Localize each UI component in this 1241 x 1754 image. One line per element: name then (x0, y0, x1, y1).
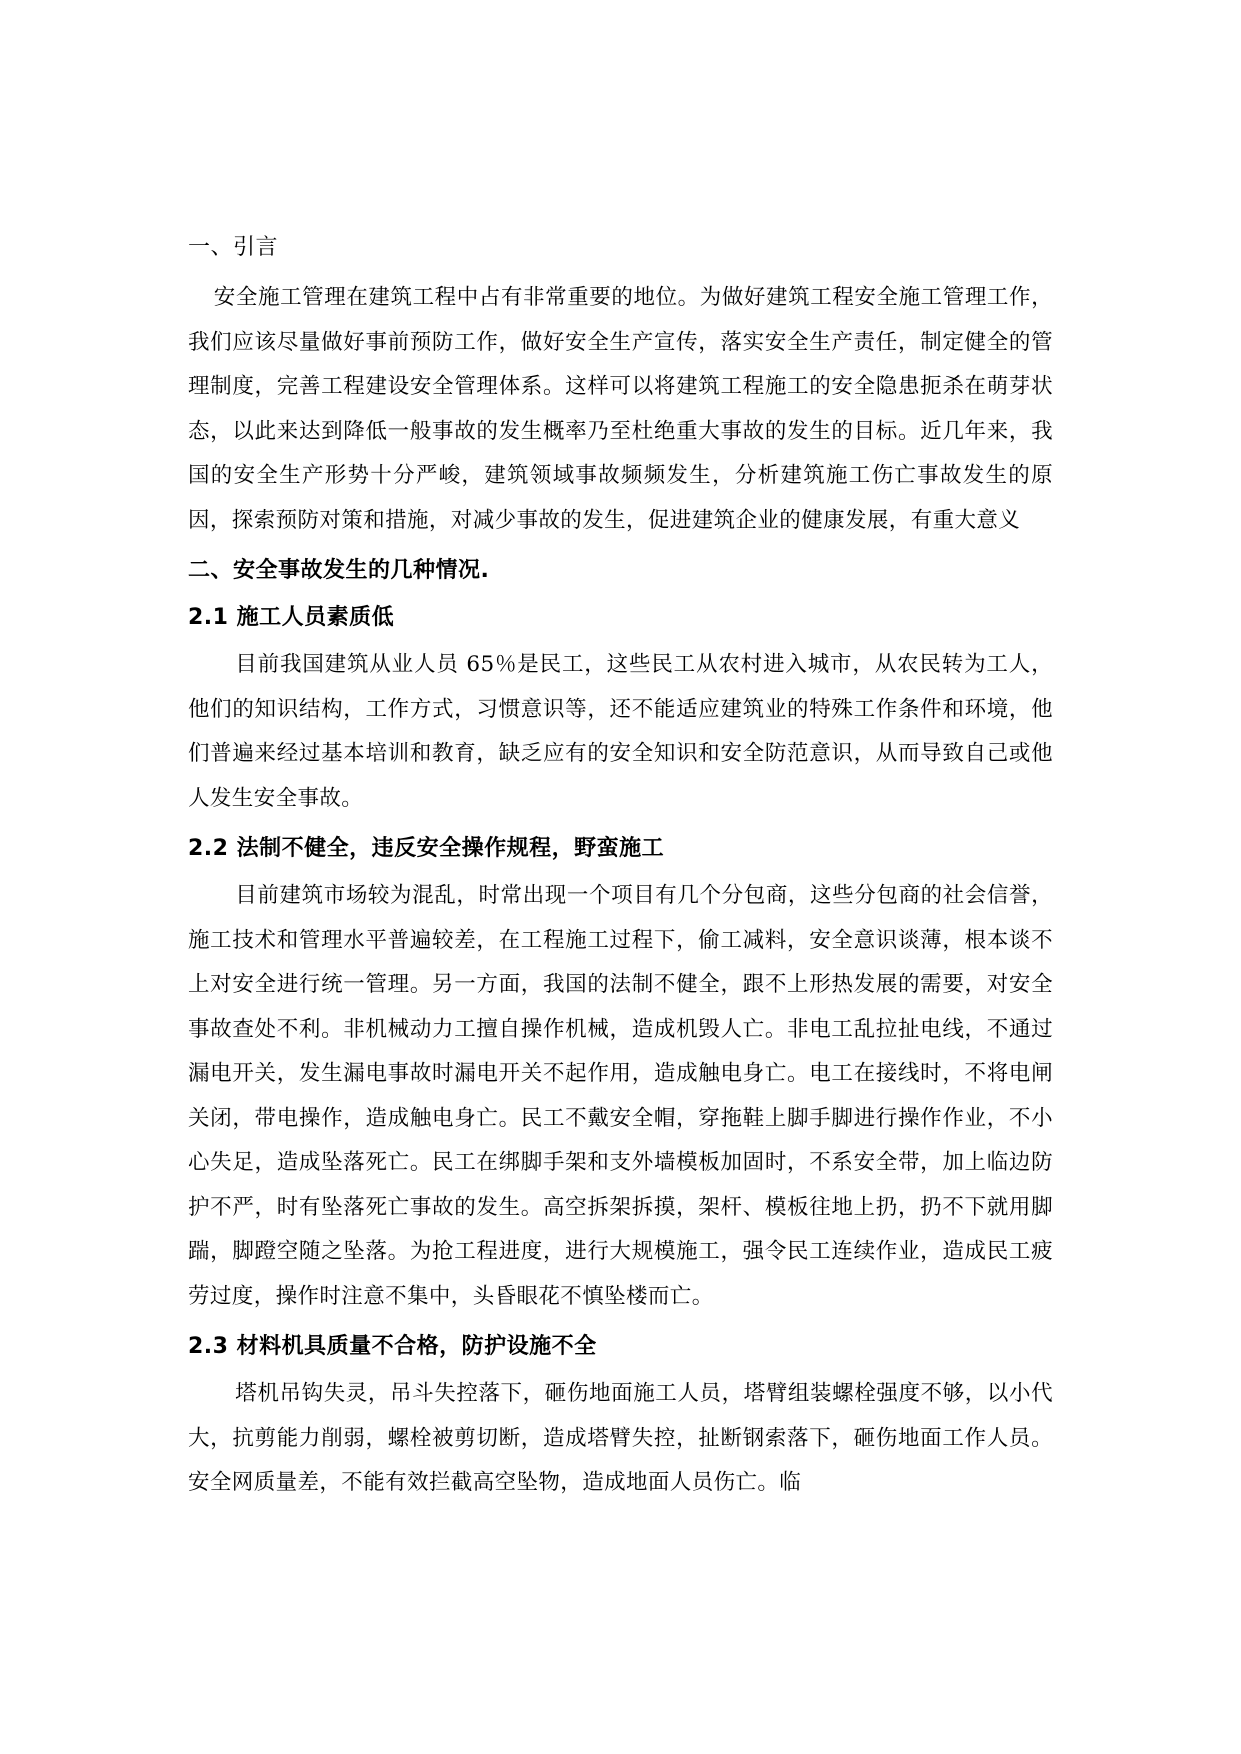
section-heading-introduction: 一、引言 (188, 235, 279, 260)
subsection-paragraph-2-2: 目前建筑市场较为混乱，时常出现一个项目有几个分包商，这些分包商的社会信誉，施工技术和管理水平普遍较差，在工程施工过程下，偷工减料，安全意识谈薄，根本谈不上对安全进行统一管理。另一方面，我国的法制不健全，跟不上形热发展的需要，对安全事故查处不利。非机械动力工擅自操作机械，造成机毁人亡。非电工乱拉扯电线，不通过漏电开关，发生漏电事故时漏电开关不起作用，造成触电身亡。电工在接线时，不将电闸关闭，带电操作，造成触电身亡。民工不戴安全帽，穿拖鞋上脚手脚进行操作作业，不小心失足，造成坠落死亡。民工在绑脚手架和支外墙模板加固时，不系安全带，加上临边防护不严，时有坠落死亡事故的发生。高空拆架拆摸，架杆、模板往地上扔，扔不下就用脚踹，脚蹬空随之坠落。为抢工程进度，进行大规模施工，强令民工连续作业，造成民工疲劳过度，操作时注意不集中，头昏眼花不慎坠楼而亡。 (188, 883, 1053, 1309)
subsection-heading-2-1: 2.1 施工人员素质低 (188, 605, 395, 630)
section-heading-accident-situations: 二、安全事故发生的几种情况. (188, 558, 490, 583)
subsection-heading-2-3: 2.3 材料机具质量不合格，防护设施不全 (188, 1334, 597, 1359)
subsection-heading-2-2: 2.2 法制不健全，违反安全操作规程，野蛮施工 (188, 836, 665, 861)
introduction-paragraph: 安全施工管理在建筑工程中占有非常重要的地位。为做好建筑工程安全施工管理工作，我们应该尽量做好事前预防工作，做好安全生产宣传，落实安全生产责任，制定健全的管理制度，完善工程建设安全管理体系。这样可以将建筑工程施工的安全隐患扼杀在萌芽状态，以此来达到降低一般事故的发生概率乃至杜绝重大事故的发生的目标。近几年来，我国的安全生产形势十分严峻，建筑领域事故频频发生，分析建筑施工伤亡事故发生的原因，探索预防对策和措施，对减少事故的发生，促进建筑企业的健康发展，有重大意义 (188, 285, 1053, 533)
subsection-paragraph-2-3: 塔机吊钩失灵，吊斗失控落下，砸伤地面施工人员，塔臂组装螺栓强度不够，以小代大，抗剪能力削弱，螺栓被剪切断，造成塔臂失控，扯断钢索落下，砸伤地面工作人员。安全网质量差，不能有效拦截高空坠物，造成地面人员伤亡。临 (188, 1381, 1053, 1495)
document-body (188, 226, 1053, 1512)
subsection-paragraph-2-1: 目前我国建筑从业人员 65％是民工，这些民工从农村进入城市，从农民转为工人，他们的知识结构，工作方式，习惯意识等，还不能适应建筑业的特殊工作条件和环境，他们普遍来经过基本培训和教育，缺乏应有的安全知识和安全防范意识，从而导致自己或他人发生安全事故。 (188, 652, 1053, 811)
